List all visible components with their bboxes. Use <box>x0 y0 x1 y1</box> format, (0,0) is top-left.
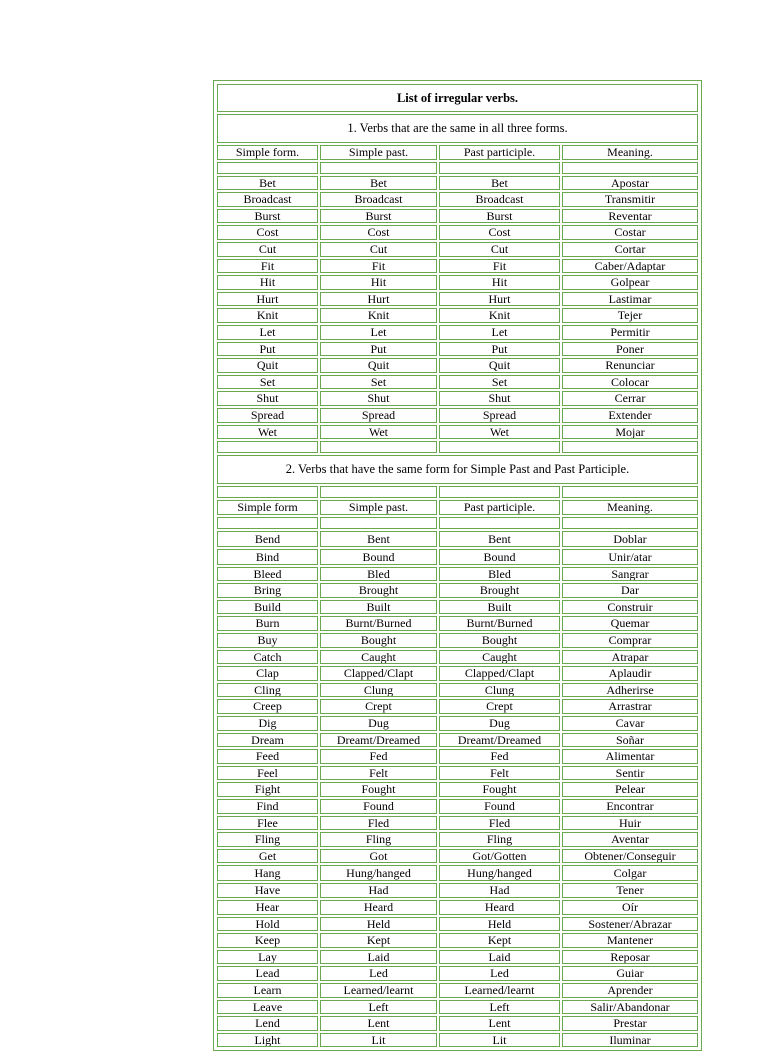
verb-row <box>217 358 698 373</box>
past-participle-cell: Set <box>439 375 560 390</box>
simple-past-cell: Brought <box>320 583 437 598</box>
past-participle-cell: Let <box>439 325 560 340</box>
meaning-cell: Poner <box>562 342 698 357</box>
simple-past-cell: Put <box>320 342 437 357</box>
simple-past-cell: Burnt/Burned <box>320 616 437 631</box>
verb-row <box>217 865 698 881</box>
meaning-cell: Salir/Abandonar <box>562 1000 698 1015</box>
meaning-cell: Lastimar <box>562 292 698 307</box>
verb-row <box>217 567 698 582</box>
past-participle-cell: Knit <box>439 308 560 323</box>
empty-cell <box>320 486 437 498</box>
simple-past-cell: Fled <box>320 816 437 831</box>
empty-cell <box>562 162 698 174</box>
simple-past-cell: Held <box>320 917 437 932</box>
meaning-cell: Atrapar <box>562 650 698 665</box>
meaning-cell: Tener <box>562 883 698 898</box>
simple-past-cell: Got <box>320 849 437 864</box>
simple-past-cell: Bet <box>320 176 437 191</box>
section-2-heading: 2. Verbs that have the same form for Simple Past and Past Participle. <box>217 455 698 484</box>
meaning-cell: Oír <box>562 900 698 915</box>
meaning-cell: Pelear <box>562 782 698 797</box>
meaning-cell: Tejer <box>562 308 698 323</box>
empty-cell <box>562 517 698 529</box>
simple-form-cell: Shut <box>217 391 318 406</box>
simple-past-cell: Cost <box>320 225 437 240</box>
verb-row <box>217 749 698 764</box>
past-participle-cell: Hit <box>439 275 560 290</box>
meaning-cell: Sangrar <box>562 567 698 582</box>
simple-form-cell: Clap <box>217 666 318 681</box>
meaning-cell: Golpear <box>562 275 698 290</box>
verb-row <box>217 259 698 274</box>
meaning-cell: Extender <box>562 408 698 423</box>
meaning-cell: Cortar <box>562 242 698 257</box>
page-title: List of irregular verbs. <box>217 84 698 112</box>
simple-form-cell: Cost <box>217 225 318 240</box>
meaning-cell: Mojar <box>562 425 698 440</box>
column-header-past-participle: Past participle. <box>439 500 560 515</box>
verb-row <box>217 391 698 406</box>
meaning-cell: Apostar <box>562 176 698 191</box>
simple-form-cell: Dream <box>217 733 318 748</box>
simple-form-cell: Lead <box>217 966 318 981</box>
simple-past-cell: Lit <box>320 1033 437 1048</box>
meaning-cell: Prestar <box>562 1016 698 1031</box>
column-header-meaning: Meaning. <box>562 145 698 160</box>
meaning-cell: Aventar <box>562 832 698 847</box>
past-participle-cell: Burnt/Burned <box>439 616 560 631</box>
past-participle-cell: Cost <box>439 225 560 240</box>
meaning-cell: Doblar <box>562 531 698 547</box>
past-participle-cell: Clung <box>439 683 560 698</box>
simple-form-cell: Burst <box>217 209 318 224</box>
verb-row <box>217 408 698 423</box>
simple-form-cell: Catch <box>217 650 318 665</box>
past-participle-cell: Lent <box>439 1016 560 1031</box>
past-participle-cell: Clapped/Clapt <box>439 666 560 681</box>
verb-row <box>217 766 698 781</box>
simple-form-cell: Hear <box>217 900 318 915</box>
simple-past-cell: Bound <box>320 549 437 565</box>
meaning-cell: Dar <box>562 583 698 598</box>
empty-cell <box>439 486 560 498</box>
column-header-simple-form: Simple form. <box>217 145 318 160</box>
meaning-cell: Huir <box>562 816 698 831</box>
verb-row <box>217 966 698 981</box>
simple-form-cell: Light <box>217 1033 318 1048</box>
spacer-row <box>217 517 698 529</box>
verb-row <box>217 933 698 948</box>
verb-row <box>217 849 698 864</box>
simple-form-cell: Hang <box>217 865 318 881</box>
past-participle-cell: Bent <box>439 531 560 547</box>
meaning-cell: Obtener/Conseguir <box>562 849 698 864</box>
meaning-cell: Aplaudir <box>562 666 698 681</box>
simple-form-cell: Find <box>217 799 318 814</box>
irregular-verbs-table <box>215 82 700 1049</box>
irregular-verbs-table-body <box>217 84 698 1047</box>
past-participle-cell: Left <box>439 1000 560 1015</box>
simple-past-cell: Fling <box>320 832 437 847</box>
past-participle-cell: Brought <box>439 583 560 598</box>
simple-past-cell: Let <box>320 325 437 340</box>
simple-form-cell: Feel <box>217 766 318 781</box>
verb-row <box>217 325 698 340</box>
verb-row <box>217 583 698 598</box>
past-participle-cell: Heard <box>439 900 560 915</box>
simple-past-cell: Led <box>320 966 437 981</box>
verb-row <box>217 1000 698 1015</box>
simple-form-cell: Fit <box>217 259 318 274</box>
meaning-cell: Sentir <box>562 766 698 781</box>
simple-past-cell: Crept <box>320 699 437 714</box>
past-participle-cell: Spread <box>439 408 560 423</box>
simple-past-cell: Left <box>320 1000 437 1015</box>
simple-form-cell: Flee <box>217 816 318 831</box>
simple-form-cell: Have <box>217 883 318 898</box>
empty-cell <box>217 486 318 498</box>
simple-past-cell: Wet <box>320 425 437 440</box>
simple-form-cell: Spread <box>217 408 318 423</box>
empty-cell <box>217 517 318 529</box>
verb-row <box>217 683 698 698</box>
meaning-cell: Colgar <box>562 865 698 881</box>
meaning-cell: Cavar <box>562 716 698 731</box>
simple-past-cell: Dreamt/Dreamed <box>320 733 437 748</box>
column-header-past-participle: Past participle. <box>439 145 560 160</box>
simple-past-cell: Built <box>320 600 437 615</box>
meaning-cell: Sostener/Abrazar <box>562 917 698 932</box>
empty-cell <box>320 441 437 453</box>
simple-form-cell: Hit <box>217 275 318 290</box>
column-header-simple-past: Simple past. <box>320 145 437 160</box>
simple-past-cell: Kept <box>320 933 437 948</box>
verb-row <box>217 816 698 831</box>
past-participle-cell: Found <box>439 799 560 814</box>
meaning-cell: Permitir <box>562 325 698 340</box>
simple-past-cell: Fought <box>320 782 437 797</box>
simple-form-cell: Keep <box>217 933 318 948</box>
empty-cell <box>562 486 698 498</box>
simple-past-cell: Bent <box>320 531 437 547</box>
simple-past-cell: Quit <box>320 358 437 373</box>
simple-past-cell: Cut <box>320 242 437 257</box>
simple-past-cell: Bought <box>320 633 437 648</box>
simple-form-cell: Lend <box>217 1016 318 1031</box>
empty-cell <box>562 441 698 453</box>
verb-row <box>217 799 698 814</box>
meaning-cell: Caber/Adaptar <box>562 259 698 274</box>
simple-form-cell: Leave <box>217 1000 318 1015</box>
simple-form-cell: Buy <box>217 633 318 648</box>
verb-row <box>217 633 698 648</box>
verb-row <box>217 699 698 714</box>
meaning-cell: Comprar <box>562 633 698 648</box>
past-participle-cell: Fit <box>439 259 560 274</box>
meaning-cell: Iluminar <box>562 1033 698 1048</box>
simple-past-cell: Fit <box>320 259 437 274</box>
spacer-row <box>217 486 698 498</box>
empty-cell <box>320 162 437 174</box>
empty-cell <box>439 162 560 174</box>
verb-row <box>217 733 698 748</box>
past-participle-cell: Held <box>439 917 560 932</box>
verb-row <box>217 531 698 547</box>
simple-past-cell: Fed <box>320 749 437 764</box>
meaning-cell: Alimentar <box>562 749 698 764</box>
past-participle-cell: Built <box>439 600 560 615</box>
simple-past-cell: Spread <box>320 408 437 423</box>
simple-form-cell: Get <box>217 849 318 864</box>
empty-cell <box>439 517 560 529</box>
simple-form-cell: Set <box>217 375 318 390</box>
meaning-cell: Arrastrar <box>562 699 698 714</box>
simple-past-cell: Knit <box>320 308 437 323</box>
simple-form-cell: Burn <box>217 616 318 631</box>
simple-form-cell: Hurt <box>217 292 318 307</box>
past-participle-cell: Felt <box>439 766 560 781</box>
past-participle-cell: Bled <box>439 567 560 582</box>
column-header-simple-form: Simple form <box>217 500 318 515</box>
meaning-cell: Renunciar <box>562 358 698 373</box>
empty-cell <box>217 162 318 174</box>
past-participle-cell: Cut <box>439 242 560 257</box>
simple-past-cell: Learned/learnt <box>320 983 437 998</box>
past-participle-cell: Hurt <box>439 292 560 307</box>
verb-row <box>217 342 698 357</box>
simple-form-cell: Let <box>217 325 318 340</box>
simple-form-cell: Bleed <box>217 567 318 582</box>
verb-row <box>217 832 698 847</box>
verb-row <box>217 716 698 731</box>
verb-row <box>217 616 698 631</box>
title-row <box>217 84 698 112</box>
past-participle-cell: Got/Gotten <box>439 849 560 864</box>
simple-form-cell: Build <box>217 600 318 615</box>
section-2-heading-row <box>217 455 698 484</box>
past-participle-cell: Bound <box>439 549 560 565</box>
simple-past-cell: Dug <box>320 716 437 731</box>
past-participle-cell: Dug <box>439 716 560 731</box>
verb-row <box>217 950 698 965</box>
simple-past-cell: Hit <box>320 275 437 290</box>
past-participle-cell: Shut <box>439 391 560 406</box>
column-header-meaning: Meaning. <box>562 500 698 515</box>
verb-row <box>217 549 698 565</box>
past-participle-cell: Lit <box>439 1033 560 1048</box>
meaning-cell: Adherirse <box>562 683 698 698</box>
meaning-cell: Cerrar <box>562 391 698 406</box>
meaning-cell: Costar <box>562 225 698 240</box>
past-participle-cell: Caught <box>439 650 560 665</box>
past-participle-cell: Bought <box>439 633 560 648</box>
simple-past-cell: Caught <box>320 650 437 665</box>
past-participle-cell: Laid <box>439 950 560 965</box>
verb-row <box>217 192 698 207</box>
simple-past-cell: Burst <box>320 209 437 224</box>
verb-row <box>217 650 698 665</box>
verb-row <box>217 1033 698 1048</box>
section-1-heading: 1. Verbs that are the same in all three forms. <box>217 114 698 143</box>
simple-form-cell: Bind <box>217 549 318 565</box>
verb-row <box>217 900 698 915</box>
verb-row <box>217 666 698 681</box>
past-participle-cell: Fought <box>439 782 560 797</box>
simple-past-cell: Found <box>320 799 437 814</box>
simple-past-cell: Set <box>320 375 437 390</box>
empty-cell <box>439 441 560 453</box>
past-participle-cell: Learned/learnt <box>439 983 560 998</box>
past-participle-cell: Fed <box>439 749 560 764</box>
meaning-cell: Transmitir <box>562 192 698 207</box>
verb-row <box>217 883 698 898</box>
simple-form-cell: Broadcast <box>217 192 318 207</box>
verb-row <box>217 225 698 240</box>
simple-past-cell: Felt <box>320 766 437 781</box>
section-1-column-headers <box>217 145 698 160</box>
past-participle-cell: Fling <box>439 832 560 847</box>
simple-past-cell: Clapped/Clapt <box>320 666 437 681</box>
past-participle-cell: Fled <box>439 816 560 831</box>
simple-form-cell: Quit <box>217 358 318 373</box>
simple-past-cell: Lent <box>320 1016 437 1031</box>
verb-row <box>217 600 698 615</box>
meaning-cell: Construir <box>562 600 698 615</box>
spacer-row <box>217 162 698 174</box>
meaning-cell: Reventar <box>562 209 698 224</box>
verb-row <box>217 782 698 797</box>
verb-row <box>217 242 698 257</box>
simple-form-cell: Cling <box>217 683 318 698</box>
past-participle-cell: Broadcast <box>439 192 560 207</box>
verb-row <box>217 917 698 932</box>
simple-form-cell: Knit <box>217 308 318 323</box>
simple-past-cell: Had <box>320 883 437 898</box>
past-participle-cell: Dreamt/Dreamed <box>439 733 560 748</box>
simple-past-cell: Laid <box>320 950 437 965</box>
column-header-simple-past: Simple past. <box>320 500 437 515</box>
simple-form-cell: Put <box>217 342 318 357</box>
simple-form-cell: Fling <box>217 832 318 847</box>
meaning-cell: Guiar <box>562 966 698 981</box>
simple-past-cell: Hurt <box>320 292 437 307</box>
section-1-heading-row <box>217 114 698 143</box>
simple-form-cell: Bring <box>217 583 318 598</box>
meaning-cell: Quemar <box>562 616 698 631</box>
past-participle-cell: Hung/hanged <box>439 865 560 881</box>
simple-past-cell: Heard <box>320 900 437 915</box>
past-participle-cell: Led <box>439 966 560 981</box>
simple-past-cell: Clung <box>320 683 437 698</box>
past-participle-cell: Quit <box>439 358 560 373</box>
past-participle-cell: Kept <box>439 933 560 948</box>
meaning-cell: Aprender <box>562 983 698 998</box>
simple-form-cell: Bend <box>217 531 318 547</box>
spacer-row <box>217 441 698 453</box>
verb-row <box>217 176 698 191</box>
simple-past-cell: Hung/hanged <box>320 865 437 881</box>
simple-form-cell: Cut <box>217 242 318 257</box>
verb-row <box>217 425 698 440</box>
simple-form-cell: Learn <box>217 983 318 998</box>
simple-form-cell: Feed <box>217 749 318 764</box>
past-participle-cell: Had <box>439 883 560 898</box>
past-participle-cell: Crept <box>439 699 560 714</box>
meaning-cell: Soñar <box>562 733 698 748</box>
empty-cell <box>217 441 318 453</box>
meaning-cell: Reposar <box>562 950 698 965</box>
verb-row <box>217 292 698 307</box>
simple-form-cell: Creep <box>217 699 318 714</box>
simple-form-cell: Bet <box>217 176 318 191</box>
meaning-cell: Unir/atar <box>562 549 698 565</box>
past-participle-cell: Burst <box>439 209 560 224</box>
simple-form-cell: Lay <box>217 950 318 965</box>
section-2-column-headers <box>217 500 698 515</box>
simple-form-cell: Dig <box>217 716 318 731</box>
verb-row <box>217 308 698 323</box>
past-participle-cell: Bet <box>439 176 560 191</box>
meaning-cell: Colocar <box>562 375 698 390</box>
verb-list-table-frame <box>213 80 702 1051</box>
verb-row <box>217 375 698 390</box>
simple-form-cell: Wet <box>217 425 318 440</box>
past-participle-cell: Put <box>439 342 560 357</box>
simple-past-cell: Shut <box>320 391 437 406</box>
verb-row <box>217 209 698 224</box>
meaning-cell: Mantener <box>562 933 698 948</box>
simple-form-cell: Fight <box>217 782 318 797</box>
verb-row <box>217 1016 698 1031</box>
empty-cell <box>320 517 437 529</box>
meaning-cell: Encontrar <box>562 799 698 814</box>
simple-past-cell: Bled <box>320 567 437 582</box>
past-participle-cell: Wet <box>439 425 560 440</box>
simple-past-cell: Broadcast <box>320 192 437 207</box>
verb-row <box>217 983 698 998</box>
verb-row <box>217 275 698 290</box>
simple-form-cell: Hold <box>217 917 318 932</box>
